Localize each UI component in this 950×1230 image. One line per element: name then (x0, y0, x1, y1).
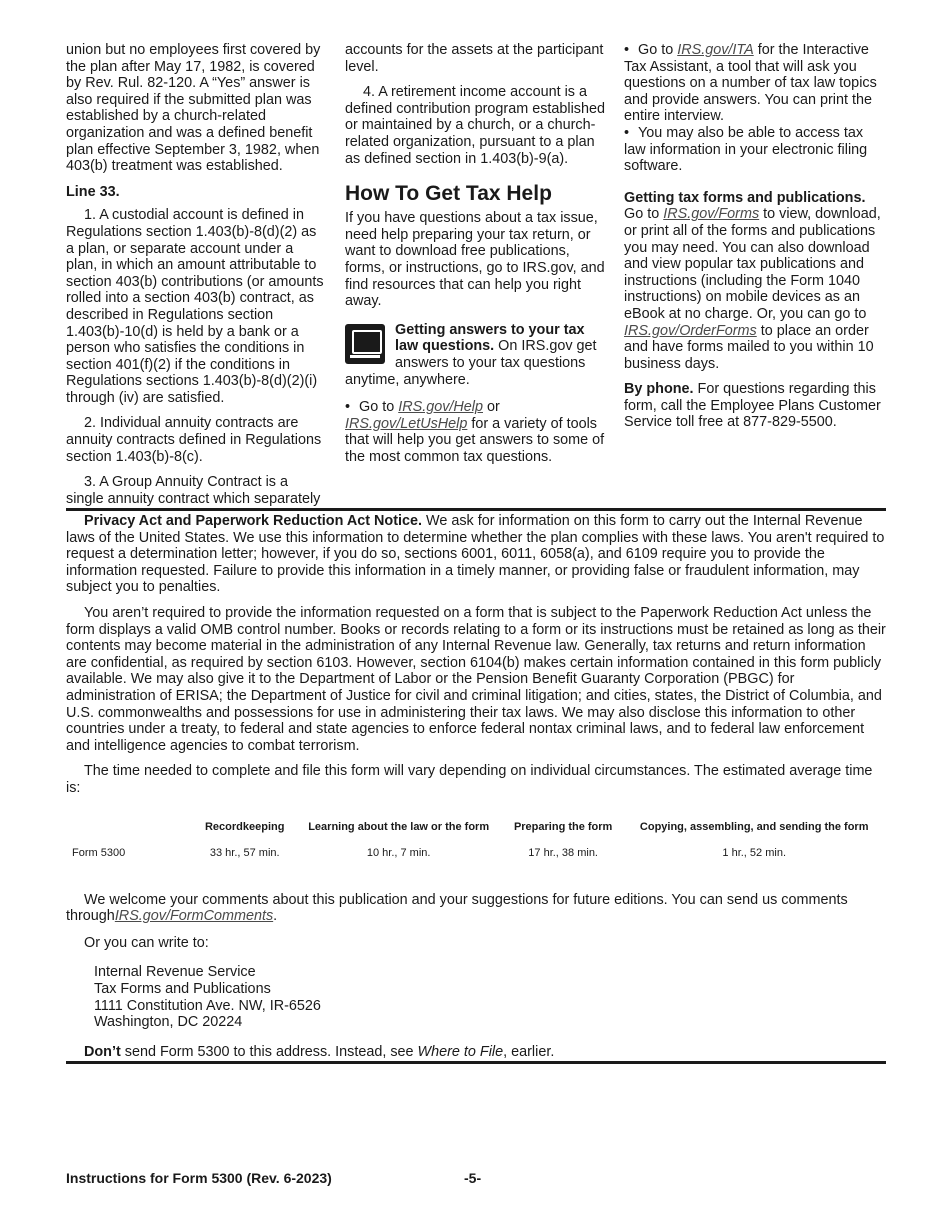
dont-send-note: Don’t send Form 5300 to this address. Instead, see Where to File, earlier. (84, 1043, 555, 1060)
irs-forms-link[interactable]: IRS.gov/Forms (663, 206, 760, 223)
comments-paragraph: We welcome your comments about this publication and your suggestions for future editions. You can send us comments throughIRS.gov/FormComments. (66, 891, 848, 925)
phone-paragraph: By phone. For questions regarding this form, call the Employee Plans Customer Service toll free at 877-829-5500. (624, 381, 881, 431)
col2-paragraph: accounts for the assets at the participant level. (345, 42, 604, 75)
irs-help-link[interactable]: IRS.gov/Help (398, 399, 483, 416)
ita-bullet: • Go to IRS.gov/ITA for the Interactive Tax Assistant, a tool that will ask you questions on a number of tax law topics and provide answers. You can print the entire interview. (624, 42, 877, 125)
line-33-item-2: 2. Individual annuity contracts are annuity contracts defined in Regulations section 1.403(b)-8(c). (66, 415, 322, 465)
efile-bullet: • You may also be able to access tax law information in your electronic filing software. (624, 124, 868, 175)
table-cell: 17 hr., 38 min. (528, 847, 598, 860)
forms-heading: Getting tax forms and publications. (624, 189, 866, 206)
privacy-notice (66, 513, 886, 1060)
section-divider (66, 508, 886, 511)
column-1 (66, 42, 326, 507)
irs-letushelp-link[interactable]: IRS.gov/LetUsHelp (345, 415, 468, 432)
table-header-row (66, 815, 886, 844)
time-estimate-table (66, 815, 886, 864)
address-line: Washington, DC 20224 (94, 1014, 243, 1031)
table-cell: 1 hr., 52 min. (722, 847, 786, 860)
address-line: Tax Forms and Publications (94, 981, 271, 998)
footer-title: Instructions for Form 5300 (Rev. 6-2023) (66, 1170, 332, 1186)
help-bullet: • Go to IRS.gov/Help or IRS.gov/LetUsHelp for a variety of tools that will help you get answers to some of the most common tax questions. (345, 399, 605, 465)
notice-paragraph-3: The time needed to complete and file this form will vary depending on individual circumstances. The estimated average time is: (66, 763, 873, 796)
page-number: -5- (464, 1170, 482, 1186)
bullet-icon: • (345, 399, 351, 416)
tax-answers-block (345, 322, 605, 388)
irs-orderforms-link[interactable]: IRS.gov/OrderForms (624, 322, 757, 339)
address-line: Internal Revenue Service (94, 964, 256, 981)
line-33-heading: Line 33. (66, 183, 120, 200)
table-cell: 10 hr., 7 min. (366, 847, 431, 860)
page-footer (66, 1170, 886, 1187)
tax-answers-text: On IRS.gov get answers to your tax questions anytime, anywhere. (345, 338, 597, 388)
table-header-cell: Learning about the law or the form (308, 820, 490, 833)
col1-paragraph: union but no employees first covered by the plan after May 17, 1982, is covered by Rev. Rul. 82-120. A “Yes” answer is also required if the submitted plan was established by a church-related organization and was a defined benefit plan effective September 3, 1982, when 403(b) treatment was established. (66, 42, 321, 175)
tax-help-intro: If you have questions about a tax issue, need help preparing your tax return, or want to download free publications, forms, or instructions, go to IRS.gov, and find resources that can help you right away. (345, 210, 605, 310)
line-33-item-3: 3. A Group Annuity Contract is a single annuity contract which separately (66, 474, 321, 507)
table-cell: Form 5300 (72, 847, 126, 860)
irs-ita-link[interactable]: IRS.gov/ITA (677, 42, 754, 58)
computer-icon (345, 324, 385, 364)
table-cell: 33 hr., 57 min. (209, 847, 280, 860)
notice-paragraph-2: You aren’t required to provide the information requested on a form that is subject to the Paperwork Reduction Act unless the form displays a valid OMB control number. Books or records relating to a form or its instructions must be retained as long as their contents may become material in the administration of any Internal Revenue law. Generally, tax returns and return information are confidential, as required by section 6103. However, section 6104(b) makes certain information contained in this form publicly available. We may also give it to the Department of Labor or the Pension Benefit Guaranty Corporation (PBGC) for administration of ERISA; the Department of Justice for civil and criminal litigation; and cities, states, the District of Columbia, and U.S. commonwealths and possessions for use in administering their tax laws. We may also disclose this information to other countries under a treaty, to federal and state agencies to enforce federal nontax criminal laws, and to federal law enforcement and intelligence agencies to combat terrorism. (66, 604, 886, 754)
irs-formcomments-link[interactable]: IRS.gov/FormComments (114, 908, 274, 925)
bullet-icon: • (624, 124, 630, 141)
address-line: 1111 Constitution Ave. NW, IR-6526 (94, 997, 321, 1014)
line-33-item-1: 1. A custodial account is defined in Regulations section 1.403(b)-8(d)(2) as a plan, or separate account under a plan, in which an amount attributable to section 403(b) contributions (or amounts rolled into a section 403(b) contract, as described in Regulations section 1.403(b)-10(d) is held by a bank or a person who satisfies the conditions in section 401(f)(2) if the conditions in Regulations sections 1.403(b)-8(d)(2)(i) through (iv) are satisfied. (66, 207, 324, 406)
column-3 (624, 42, 886, 431)
phone-heading: By phone. (624, 381, 694, 398)
notice-paragraph-1: Privacy Act and Paperwork Reduction Act Notice. We ask for information on this form to carry out the Internal Revenue laws of the United States. We use this information to determine whether the plan complies with these laws. You aren't required to request a determination letter; however, if you do so, sections 6001, 6011, 6058(a), and 6109 require you to provide the information requested. Failure to provide this information in a timely manner, or providing false or fraudulent information, may subject you to penalties. (66, 513, 885, 596)
mailing-address (94, 964, 886, 1030)
table-header-cell: Recordkeeping (204, 820, 285, 833)
bullet-icon: • (624, 42, 630, 58)
write-to-line: Or you can write to: (84, 934, 209, 951)
table-header-cell: Copying, assembling, and sending the form (639, 820, 869, 833)
forms-paragraph: Go to IRS.gov/Forms to view, download, or print all of the forms and publications you may need. You can also download and view popular tax publications and instructions (including the Form 1040 instructions) on mobile devices as an eBook at no charge. Or, you can go to IRS.gov/OrderForms to place an order and have forms mailed to you within 10 business days. (624, 206, 881, 372)
line-33-item-4: 4. A retirement income account is a defined contribution program established or maintained by a church, or a church-related organization, pursuant to a plan as defined section in 1.403(b)-9(a). (345, 84, 605, 167)
table-row (66, 843, 886, 864)
bottom-divider (66, 1061, 886, 1064)
tax-help-heading: How To Get Tax Help (345, 182, 552, 206)
notice-title: Privacy Act and Paperwork Reduction Act Notice. (84, 513, 423, 529)
table-header-cell (66, 815, 196, 844)
tax-answers-heading: Getting answers to your tax law questions. (395, 321, 585, 355)
column-2 (345, 42, 605, 465)
table-header-cell: Preparing the form (513, 820, 613, 833)
